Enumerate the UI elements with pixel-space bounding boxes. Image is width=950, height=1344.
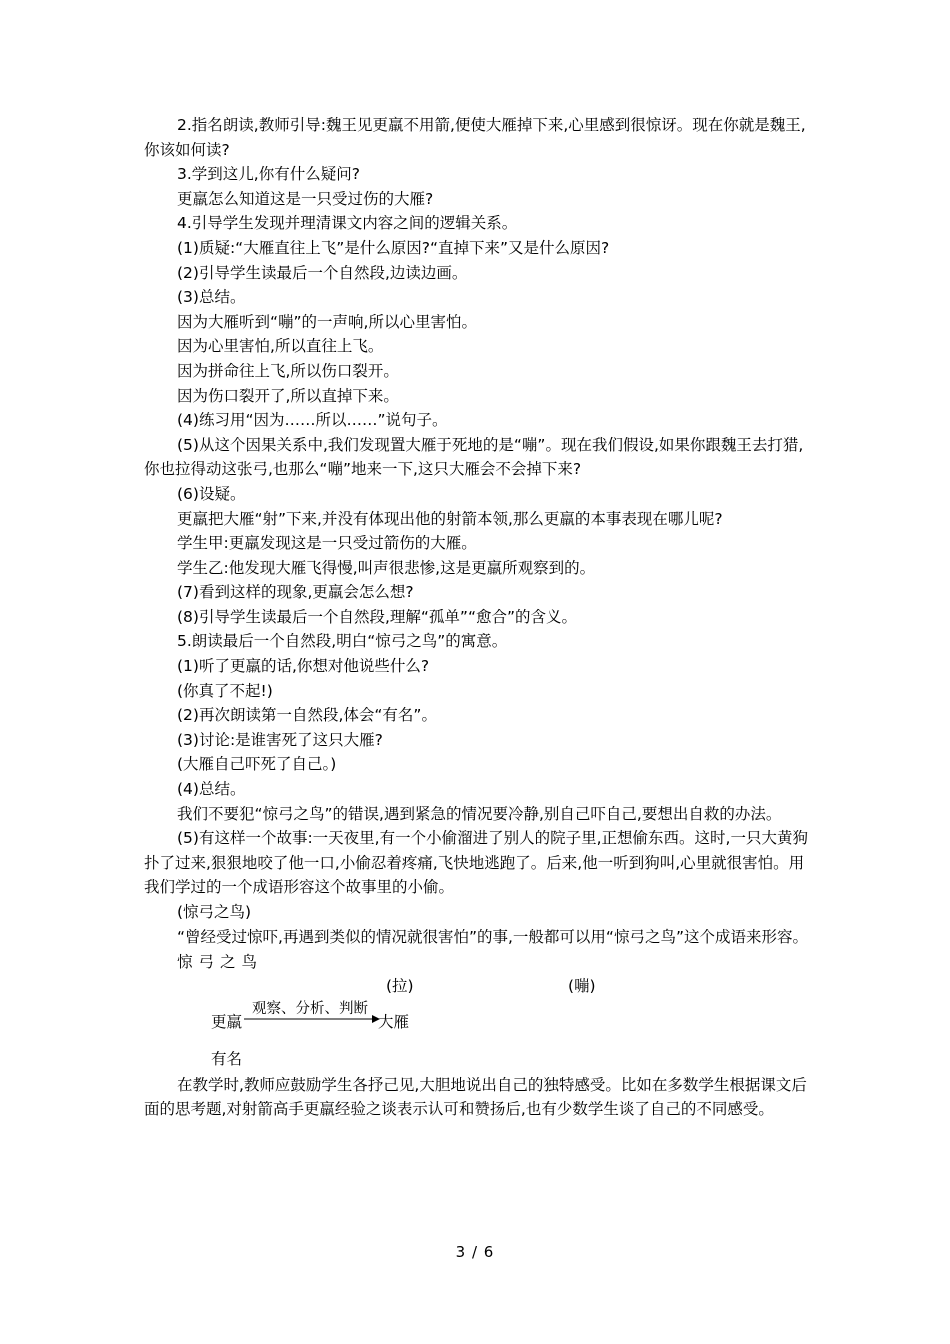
paragraph: “曾经受过惊吓,再遇到类似的情况就很害怕”的事,一般都可以用“惊弓之鸟”这个成语来形容。	[177, 927, 808, 946]
paragraph: (4)练习用“因为……所以……”说句子。	[177, 411, 448, 430]
paragraph: 因为拼命往上飞,所以伤口裂开。	[177, 361, 399, 380]
blackboard-title: 惊弓之鸟	[177, 953, 264, 972]
diagram-label-beng: (嘣)	[568, 976, 596, 995]
paragraph: 3.学到这儿,你有什么疑问?	[177, 165, 360, 184]
arrow-icon	[244, 1013, 380, 1025]
paragraph: (6)设疑。	[177, 484, 246, 503]
paragraph: (7)看到这样的现象,更羸会怎么想?	[177, 583, 414, 602]
blackboard-diagram	[144, 975, 812, 1071]
paragraph: (2)再次朗读第一自然段,体会“有名”。	[177, 706, 437, 725]
paragraph: (5)从这个因果关系中,我们发现置大雁于死地的是“嘣”。现在我们假设,如果你跟魏王去打猎,你也拉得动这张弓,也那么“嘣”地来一下,这只大雁会不会掉下来?	[144, 435, 804, 479]
paragraph: (8)引导学生读最后一个自然段,理解“孤单”“愈合”的含义。	[177, 607, 578, 626]
arrow-label: 观察、分析、判断	[252, 1000, 368, 1017]
paragraph: 4.引导学生发现并理清课文内容之间的逻辑关系。	[177, 214, 518, 233]
paragraph: 2.指名朗读,教师引导:魏王见更羸不用箭,便使大雁掉下来,心里感到很惊讶。现在你就是魏王,你该如何读?	[144, 116, 806, 159]
diagram-right-dayan: 大雁	[378, 1012, 410, 1031]
paragraph-list	[144, 113, 812, 949]
paragraph: (2)引导学生读最后一个自然段,边读边画。	[177, 263, 468, 282]
page-number: 3 / 6	[455, 1243, 495, 1261]
paragraph: (4)总结。	[177, 780, 246, 799]
paragraph: (惊弓之鸟)	[177, 903, 252, 921]
paragraph: 我们不要犯“惊弓之鸟”的错误,遇到紧急的情况要冷静,别自己吓自己,要想出自救的办法。	[177, 804, 782, 823]
document-body	[144, 113, 812, 1122]
paragraph: (3)总结。	[177, 288, 246, 307]
paragraph: 更羸把大雁“射”下来,并没有体现出他的射箭本领,那么更羸的本事表现在哪儿呢?	[177, 509, 723, 528]
paragraph: (1)听了更羸的话,你想对他说些什么?	[177, 657, 430, 676]
diagram-left-gengying: 更羸	[211, 1012, 243, 1031]
paragraph: (你真了不起!)	[177, 681, 273, 700]
diagram-bottom-youming: 有名	[211, 1049, 243, 1068]
paragraph: 更羸怎么知道这是一只受过伤的大雁?	[177, 189, 434, 208]
paragraph: (5)有这样一个故事:一天夜里,有一个小偷溜进了别人的院子里,正想偷东西。这时,一只大黄狗扑了过来,狠狠地咬了他一口,小偷忍着疼痛,飞快地逃跑了。后来,他一听到狗叫,心里就很害怕。用我们学过的一个成语形容这个故事里的小偷。	[144, 829, 808, 897]
closing-paragraph: 在教学时,教师应鼓励学生各抒己见,大胆地说出自己的独特感受。比如在多数学生根据课文后面的思考题,对射箭高手更羸经验之谈表示认可和赞扬后,也有少数学生谈了自己的不同感受。	[144, 1075, 807, 1119]
paragraph: 5.朗读最后一个自然段,明白“惊弓之鸟”的寓意。	[177, 632, 508, 651]
diagram-label-la: (拉)	[386, 976, 414, 995]
paragraph: 因为大雁听到“嘣”的一声响,所以心里害怕。	[177, 312, 477, 331]
paragraph: 因为心里害怕,所以直往上飞。	[177, 337, 384, 356]
paragraph: (大雁自己吓死了自己。)	[177, 755, 337, 774]
paragraph: 学生乙:他发现大雁飞得慢,叫声很悲惨,这是更羸所观察到的。	[177, 558, 596, 577]
paragraph: 学生甲:更羸发现这是一只受过箭伤的大雁。	[177, 534, 477, 553]
paragraph: (1)质疑:“大雁直往上飞”是什么原因?“直掉下来”又是什么原因?	[177, 238, 610, 257]
paragraph: (3)讨论:是谁害死了这只大雁?	[177, 730, 383, 749]
paragraph: 因为伤口裂开了,所以直掉下来。	[177, 386, 399, 405]
